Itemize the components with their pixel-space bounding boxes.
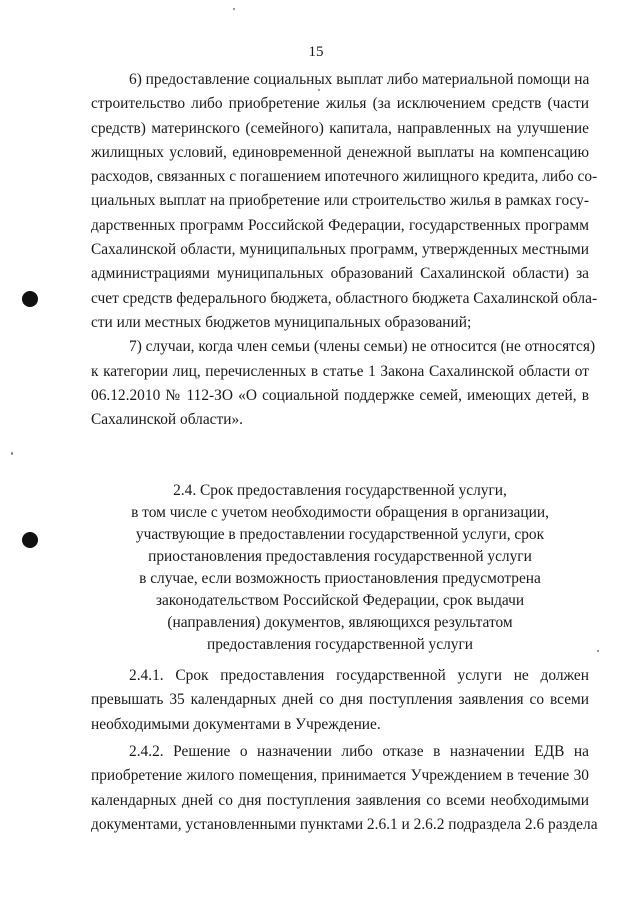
text-line: необходимыми документами в Учреждение. xyxy=(91,715,381,733)
text-line: жилищных условий, единовременной денежной выплаты на компенсацию xyxy=(91,143,589,161)
scan-speck xyxy=(233,8,235,10)
heading-line: участвующие в предоставлении государственной услуги, срок xyxy=(135,526,545,543)
heading-line: приостановления предоставления государственной услуги xyxy=(148,548,532,565)
heading-line: в случае, если возможность приостановления предусмотрена xyxy=(139,570,541,587)
text-line: 6) предоставление социальных выплат либо материальной помощи на xyxy=(129,71,590,88)
text-line: превышать 35 календарных дней со дня поступления заявления со всеми xyxy=(91,691,589,709)
text-line: счет средств федерального бюджета, областного бюджета Сахалинской обла- xyxy=(91,289,598,307)
body-text-block-1 xyxy=(91,68,598,432)
text-line: средств) материнского (семейного) капитала, направленных на улучшение xyxy=(91,119,589,137)
text-line: 06.12.2010 № 112-ЗО «О социальной поддержке семей, имеющих детей, в xyxy=(91,386,589,404)
heading-line: предоставления государственной услуги xyxy=(206,636,473,653)
text-line: приобретение жилого помещения, принимается Учреждением в течение 30 xyxy=(91,767,589,785)
text-line: администрациями муниципальных образований Сахалинской области) за xyxy=(91,265,589,283)
heading-line: законодательством Российской Федерации, срок выдачи xyxy=(155,592,525,609)
text-line: документами, установленными пунктами 2.6.1 и 2.6.2 подраздела 2.6 раздела xyxy=(91,815,598,833)
body-text-block-2 xyxy=(91,664,589,737)
text-line: Сахалинской области, муниципальных программ, утвержденных местными xyxy=(91,241,589,259)
text-line: к категории лиц, перечисленных в статье 1 Закона Сахалинской области от xyxy=(91,362,589,380)
text-line: Сахалинской области». xyxy=(91,411,244,429)
text-line: 2.4.2. Решение о назначении либо отказе в назначении ЕДВ на xyxy=(129,743,589,760)
scan-speck xyxy=(597,650,599,652)
text-line: дарственных программ Российской Федерации, государственных программ xyxy=(91,216,589,234)
text-line: расходов, связанных с погашением ипотечного жилищного кредита, либо со- xyxy=(91,168,598,186)
heading-line: 2.4. Срок предоставления государственной услуги, xyxy=(173,482,507,499)
punch-hole xyxy=(22,291,38,307)
text-line: 2.4.1. Срок предоставления государственной услуги не должен xyxy=(129,667,589,684)
scan-speck xyxy=(11,452,13,455)
heading-line: (направления) документов, являющихся результатом xyxy=(167,614,513,631)
punch-hole xyxy=(22,532,38,548)
text-line: сти или местных бюджетов муниципальных образований; xyxy=(91,313,472,331)
section-heading xyxy=(91,480,589,656)
text-line: календарных дней со дня поступления заявления со всеми необходимыми xyxy=(91,791,589,809)
text-line: 7) случаи, когда член семьи (члены семьи) не относится (не относятся) xyxy=(129,338,596,356)
page-number: 15 xyxy=(308,44,324,60)
heading-line: в том числе с учетом необходимости обращения в организации, xyxy=(131,504,549,521)
body-text-block-3 xyxy=(91,740,598,837)
text-line: циальных выплат на приобретение или строительство жилья в рамках госу- xyxy=(91,192,589,210)
text-line: строительство либо приобретение жилья (за исключением средств (части xyxy=(91,95,589,113)
